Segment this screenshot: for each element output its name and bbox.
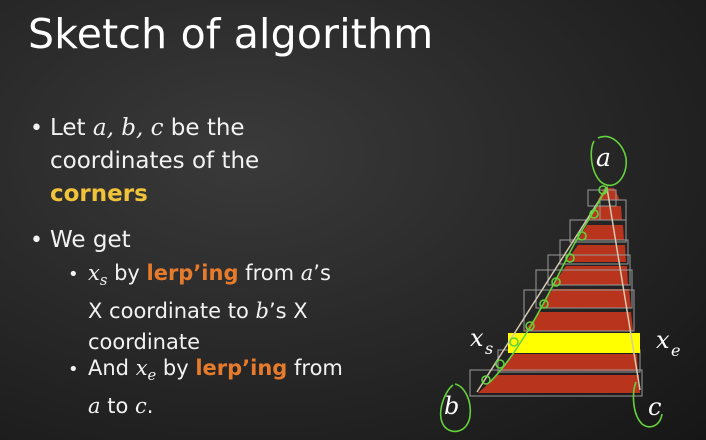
- highlight-scanline: [508, 333, 640, 353]
- triangle-figure: [420, 120, 706, 440]
- sub-text: ’s: [313, 261, 331, 285]
- sub-text: X coordinate to: [88, 299, 256, 323]
- bullet-dot: •: [30, 228, 43, 253]
- sub-text: coordinate: [88, 330, 201, 354]
- bullet-corners: [50, 112, 259, 211]
- sub-text: ’s X: [268, 299, 308, 323]
- label-xe-sub: e: [671, 341, 681, 360]
- math-c: c: [134, 394, 147, 418]
- sub-bullet-xs: [88, 258, 331, 358]
- highlight-corners: corners: [50, 181, 148, 207]
- bullet-text: Let: [50, 115, 93, 141]
- highlight-lerp: lerp’ing: [146, 261, 239, 285]
- label-xs: x: [470, 324, 484, 352]
- math-a: a: [300, 261, 314, 285]
- sub-bullet-xe: [88, 353, 343, 422]
- math-sub: s: [99, 272, 108, 289]
- sub-text: .: [146, 394, 154, 418]
- label-b: b: [444, 392, 460, 420]
- label-c: c: [648, 393, 662, 421]
- math-b: b: [255, 299, 269, 323]
- sub-bullet-dot: •: [68, 359, 79, 380]
- sub-text: from: [238, 261, 301, 285]
- label-xe: x: [656, 326, 670, 354]
- sub-text: by: [156, 356, 196, 380]
- sub-text: And: [88, 356, 136, 380]
- sub-bullet-dot: •: [68, 264, 79, 285]
- math-x: x: [88, 261, 100, 285]
- highlight-lerp: lerp’ing: [195, 356, 288, 380]
- sub-text: to: [100, 394, 135, 418]
- sub-text: from: [287, 356, 343, 380]
- bullet-text: coordinates of the: [50, 148, 260, 174]
- math-vars: a, b, c: [92, 115, 164, 141]
- math-sub: e: [147, 367, 157, 384]
- bullet-text: be the: [163, 115, 245, 141]
- math-a: a: [88, 394, 101, 418]
- math-x: x: [135, 356, 148, 380]
- bullet-we-get: We get: [50, 227, 131, 253]
- bullet-dot: •: [30, 116, 43, 141]
- slide-title: Sketch of algorithm: [28, 10, 434, 58]
- sub-text: by: [107, 261, 147, 285]
- label-a: a: [596, 143, 611, 172]
- label-xs-sub: s: [485, 339, 494, 358]
